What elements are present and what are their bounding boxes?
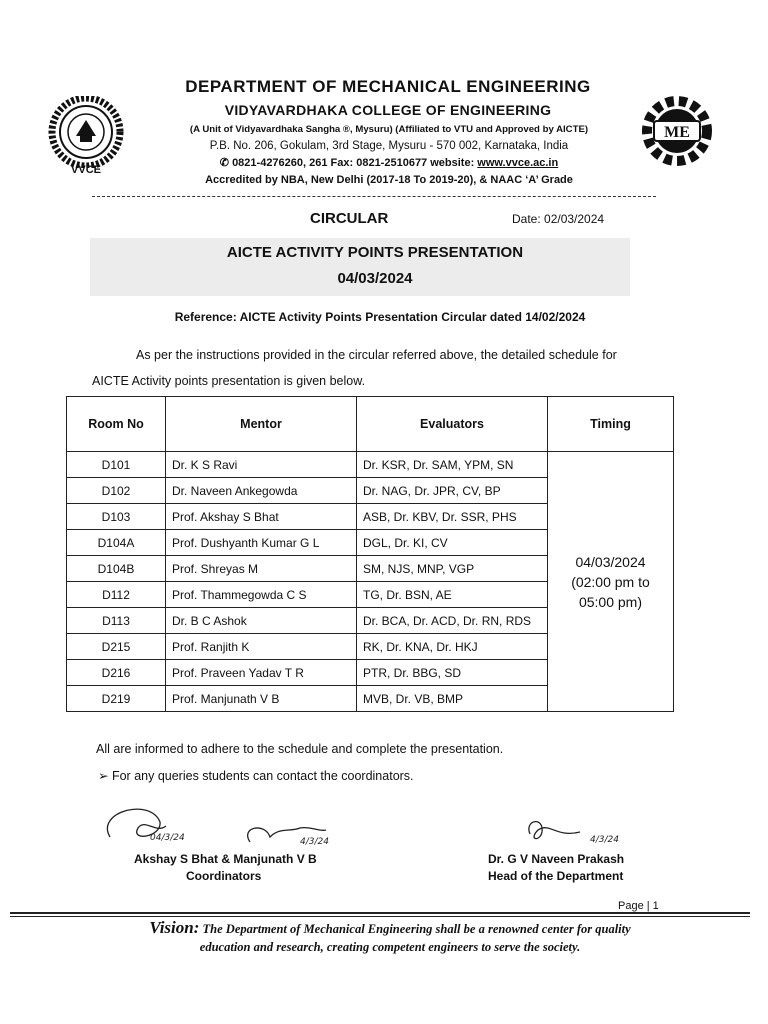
signature-date-3: 4/3/24 <box>590 835 619 845</box>
dept-logo-text: ME <box>664 124 690 141</box>
timing-cell <box>548 452 674 712</box>
coordinators-role: Coordinators <box>186 869 262 883</box>
evaluators-cell: SM, NJS, MNP, VGP <box>357 556 548 582</box>
college-logo-label: VVCE <box>71 164 101 176</box>
schedule-table <box>66 396 674 712</box>
footer-rule-thick <box>10 912 750 914</box>
mentor-cell: Prof. Manjunath V B <box>166 686 357 712</box>
intro-paragraph-line1: As per the instructions provided in the circular referred above, the detailed schedule for <box>136 348 617 362</box>
mentor-cell: Prof. Ranjith K <box>166 634 357 660</box>
intro-paragraph-line2: AICTE Activity points presentation is given below. <box>92 374 366 388</box>
room-cell: D219 <box>67 686 166 712</box>
room-cell: D104B <box>67 556 166 582</box>
hod-role: Head of the Department <box>488 869 624 883</box>
signature-date-1: 04/3/24 <box>150 833 185 843</box>
room-cell: D102 <box>67 478 166 504</box>
page-number: Page | 1 <box>618 900 659 912</box>
instruction-text: All are informed to adhere to the schedule and complete the presentation. <box>96 742 504 756</box>
header-room-no: Room No <box>67 397 166 452</box>
room-cell: D112 <box>67 582 166 608</box>
queries-text: For any queries students can contact the coordinators. <box>111 769 414 783</box>
timing-end: 05:00 pm) <box>578 593 643 610</box>
queries-bullet <box>98 768 414 783</box>
reference-line: Reference: AICTE Activity Points Presentation Circular dated 14/02/2024 <box>174 310 586 324</box>
header-evaluators: Evaluators <box>357 397 548 452</box>
department-heading: DEPARTMENT OF MECHANICAL ENGINEERING <box>185 77 591 96</box>
header-divider <box>92 196 656 197</box>
vision-statement-line1 <box>110 918 670 938</box>
room-cell: D101 <box>67 452 166 478</box>
college-heading: VIDYAVARDHAKA COLLEGE OF ENGINEERING <box>224 102 552 118</box>
signature-date-2: 4/3/24 <box>300 837 329 847</box>
evaluators-cell: Dr. KSR, Dr. SAM, YPM, SN <box>357 452 548 478</box>
room-cell: D113 <box>67 608 166 634</box>
vision-text-1: The Department of Mechanical Engineering shall be a renowned center for quality <box>199 922 631 936</box>
evaluators-cell: MVB, Dr. VB, BMP <box>357 686 548 712</box>
header-timing: Timing <box>548 397 674 452</box>
footer-rule-thin <box>10 916 750 917</box>
circular-date: Date: 02/03/2024 <box>512 212 605 226</box>
evaluators-cell: Dr. NAG, Dr. JPR, CV, BP <box>357 478 548 504</box>
table-header-row <box>67 397 674 452</box>
phone-icon: ✆ <box>219 157 233 169</box>
evaluators-cell: PTR, Dr. BBG, SD <box>357 660 548 686</box>
mentor-cell: Prof. Thammegowda C S <box>166 582 357 608</box>
evaluators-cell: TG, Dr. BSN, AE <box>357 582 548 608</box>
circular-title: AICTE ACTIVITY POINTS PRESENTATION <box>226 244 524 261</box>
mentor-cell: Prof. Akshay S Bhat <box>166 504 357 530</box>
hod-signature <box>520 812 640 852</box>
arrow-bullet-icon: ➢ <box>98 769 109 783</box>
college-seal-logo <box>38 96 134 168</box>
evaluators-cell: RK, Dr. KNA, Dr. HKJ <box>357 634 548 660</box>
website-link[interactable]: www.vvce.ac.in <box>477 157 559 169</box>
address-line: P.B. No. 206, Gokulam, 3rd Stage, Mysuru - 570 002, Karnataka, India <box>209 140 569 152</box>
header-mentor: Mentor <box>166 397 357 452</box>
mentor-cell: Prof. Shreyas M <box>166 556 357 582</box>
affiliation-line: (A Unit of Vidyavardhaka Sangha ®, Mysuru) (Affiliated to VTU and Approved by AICTE) <box>189 124 589 135</box>
contact-text: 0821-4276260, 261 Fax: 0821-2510677 website: <box>232 157 478 169</box>
evaluators-cell: ASB, Dr. KBV, Dr. SSR, PHS <box>357 504 548 530</box>
mentor-cell: Dr. K S Ravi <box>166 452 357 478</box>
coordinators-names: Akshay S Bhat & Manjunath V B <box>134 852 317 866</box>
room-cell: D216 <box>67 660 166 686</box>
circular-title-date: 04/03/2024 <box>337 270 413 287</box>
evaluators-cell: Dr. BCA, Dr. ACD, Dr. RN, RDS <box>357 608 548 634</box>
mentor-cell: Prof. Praveen Yadav T R <box>166 660 357 686</box>
room-cell: D215 <box>67 634 166 660</box>
vision-label: Vision: <box>149 918 200 937</box>
vision-statement-line2: education and research, creating competent engineers to serve the society. <box>199 940 581 954</box>
mentor-cell: Prof. Dushyanth Kumar G L <box>166 530 357 556</box>
mechanical-dept-gear-logo <box>634 94 720 168</box>
room-cell: D103 <box>67 504 166 530</box>
contact-line <box>150 156 628 169</box>
circular-label: CIRCULAR <box>310 210 389 227</box>
timing-start: (02:00 pm to <box>571 573 650 590</box>
mentor-cell: Dr. B C Ashok <box>166 608 357 634</box>
hod-name: Dr. G V Naveen Prakash <box>488 852 625 866</box>
table-row <box>67 452 674 478</box>
accreditation-line: Accredited by NBA, New Delhi (2017-18 To 2019-20), & NAAC ‘A’ Grade <box>205 174 573 186</box>
timing-date: 04/03/2024 <box>575 553 646 570</box>
mentor-cell: Dr. Naveen Ankegowda <box>166 478 357 504</box>
evaluators-cell: DGL, Dr. KI, CV <box>357 530 548 556</box>
room-cell: D104A <box>67 530 166 556</box>
